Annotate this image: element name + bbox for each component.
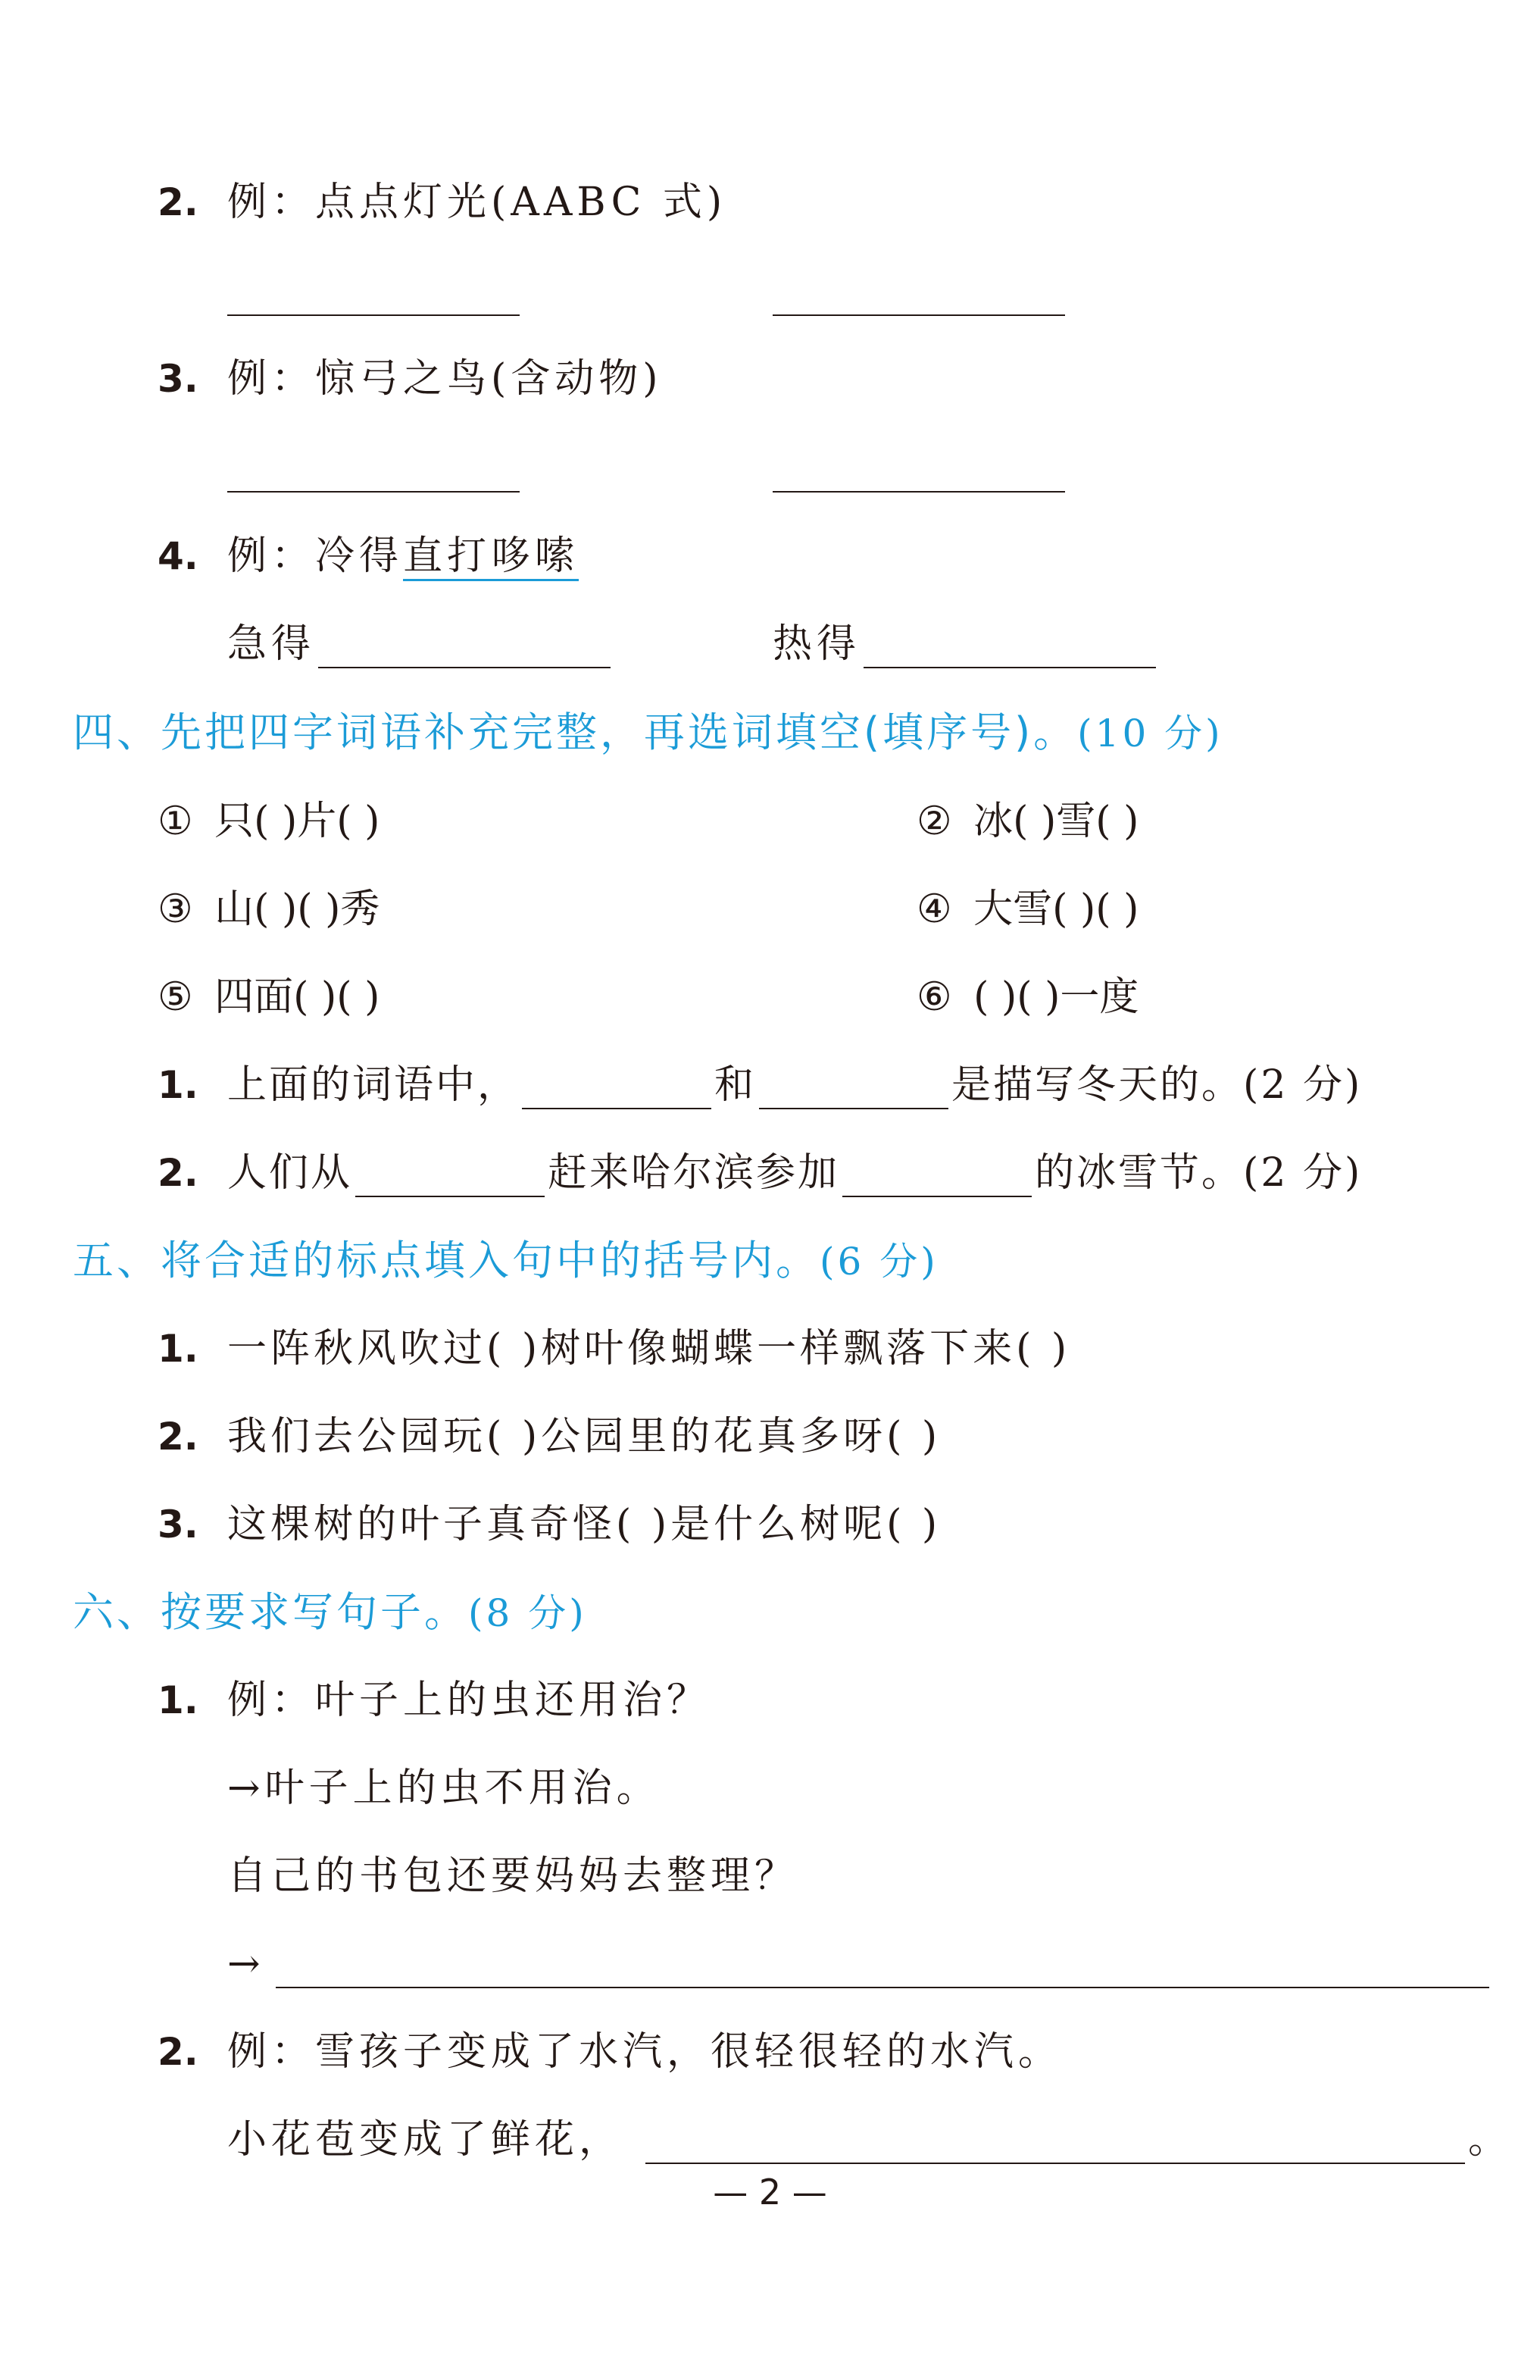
- punctuation-sentence[interactable]: 一阵秋风吹过( )树叶像蝴蝶一样飘落下来( ): [227, 1326, 1071, 1371]
- q-number: 1.: [158, 1678, 198, 1722]
- section-title: 五、将合适的标点填入句中的括号内。: [73, 1237, 820, 1284]
- example-text: 例：点点灯光(AABC 式): [227, 180, 727, 225]
- circled-number: ②: [917, 799, 957, 844]
- fill-label: 热得: [773, 621, 861, 667]
- circled-number: ③: [158, 887, 198, 932]
- q-number: 1.: [158, 1327, 198, 1371]
- example-answer: →叶子上的虫不用治。: [227, 1765, 661, 1811]
- fill-item: [227, 620, 614, 668]
- idiom-text[interactable]: 冰( )雪( ): [973, 799, 1139, 844]
- sentence-end: 。: [1468, 2117, 1513, 2163]
- q-number: 3.: [158, 1503, 198, 1547]
- circled-number: ④: [917, 887, 957, 932]
- example-underlined: 直打哆嗦: [403, 533, 579, 581]
- section-heading: [73, 1237, 939, 1286]
- answer-line[interactable]: [645, 2163, 1465, 2164]
- answer-blank[interactable]: [864, 627, 1156, 668]
- arrow-label: →: [227, 1941, 265, 1987]
- section-score: (10 分): [1077, 711, 1223, 755]
- fill-sentence: [227, 1061, 1362, 1109]
- answer-line[interactable]: [773, 314, 1065, 316]
- answer-blank[interactable]: [522, 1068, 711, 1109]
- example-text: [227, 532, 579, 580]
- answer-blank[interactable]: [318, 627, 611, 668]
- section-score: (6 分): [820, 1240, 939, 1284]
- idiom-text[interactable]: 四面( )( ): [214, 974, 380, 1020]
- answer-line[interactable]: [773, 491, 1065, 493]
- section-heading: [73, 1588, 587, 1637]
- punctuation-sentence[interactable]: 这棵树的叶子真奇怪( )是什么树呢( ): [227, 1502, 942, 1547]
- idiom-item: [158, 885, 380, 934]
- example-text: 例：叶子上的虫还用治？: [227, 1678, 711, 1723]
- q-number: 2.: [158, 1151, 198, 1195]
- question-score: (2 分): [1243, 1062, 1363, 1108]
- q-number: 3.: [158, 357, 198, 401]
- task-sentence: 自己的书包还要妈妈去整理？: [227, 1853, 799, 1899]
- idiom-text[interactable]: 只( )片( ): [214, 799, 380, 844]
- sentence-part: 和: [714, 1062, 757, 1108]
- example-text: 例：惊弓之鸟(含动物): [227, 356, 663, 402]
- task-sentence: 小花苞变成了鲜花，: [227, 2117, 623, 2163]
- section-title: 四、先把四字词语补充完整，再选词填空(填序号)。: [73, 708, 1078, 756]
- answer-line[interactable]: [227, 491, 520, 493]
- idiom-item: [158, 797, 380, 846]
- example-prefix: 例：冷得: [227, 533, 404, 579]
- answer-line[interactable]: [227, 314, 520, 316]
- q-number: 2.: [158, 1415, 198, 1459]
- answer-blank[interactable]: [759, 1068, 948, 1109]
- q-number: 1.: [158, 1063, 198, 1107]
- sentence-part: 的冰雪节。: [1035, 1150, 1244, 1196]
- q-number: 2.: [158, 180, 198, 224]
- page-number: — 2 —: [713, 2172, 827, 2213]
- idiom-text[interactable]: 大雪( )( ): [973, 887, 1139, 932]
- circled-number: ①: [158, 799, 198, 844]
- answer-blank[interactable]: [355, 1156, 545, 1197]
- punctuation-sentence[interactable]: 我们去公园玩( )公园里的花真多呀( ): [227, 1414, 942, 1459]
- circled-number: ⑥: [917, 974, 957, 1020]
- answer-blank[interactable]: [842, 1156, 1032, 1197]
- sentence-part: 人们从: [227, 1150, 353, 1196]
- fill-label: 急得: [227, 621, 316, 667]
- idiom-item: [917, 973, 1139, 1021]
- sentence-part: 上面的词语中，: [227, 1062, 520, 1108]
- idiom-text[interactable]: ( )( )一度: [973, 974, 1139, 1020]
- section-score: (8 分): [468, 1591, 587, 1635]
- fill-item: [773, 620, 1159, 668]
- q-number: 4.: [158, 534, 198, 578]
- sentence-part: 是描写冬天的。: [951, 1062, 1244, 1108]
- idiom-item: [917, 885, 1139, 934]
- sentence-part: 赶来哈尔滨参加: [548, 1150, 840, 1196]
- q-number: 2.: [158, 2030, 198, 2074]
- answer-line[interactable]: [276, 1987, 1489, 1988]
- circled-number: ⑤: [158, 974, 198, 1020]
- fill-sentence: [227, 1149, 1362, 1197]
- idiom-item: [158, 973, 380, 1021]
- idiom-text[interactable]: 山( )( )秀: [214, 887, 380, 932]
- example-text: 例：雪孩子变成了水汽，很轻很轻的水汽。: [227, 2029, 1063, 2075]
- idiom-item: [917, 797, 1139, 846]
- section-title: 六、按要求写句子。: [73, 1588, 468, 1636]
- question-score: (2 分): [1243, 1150, 1363, 1196]
- section-heading: [73, 708, 1223, 758]
